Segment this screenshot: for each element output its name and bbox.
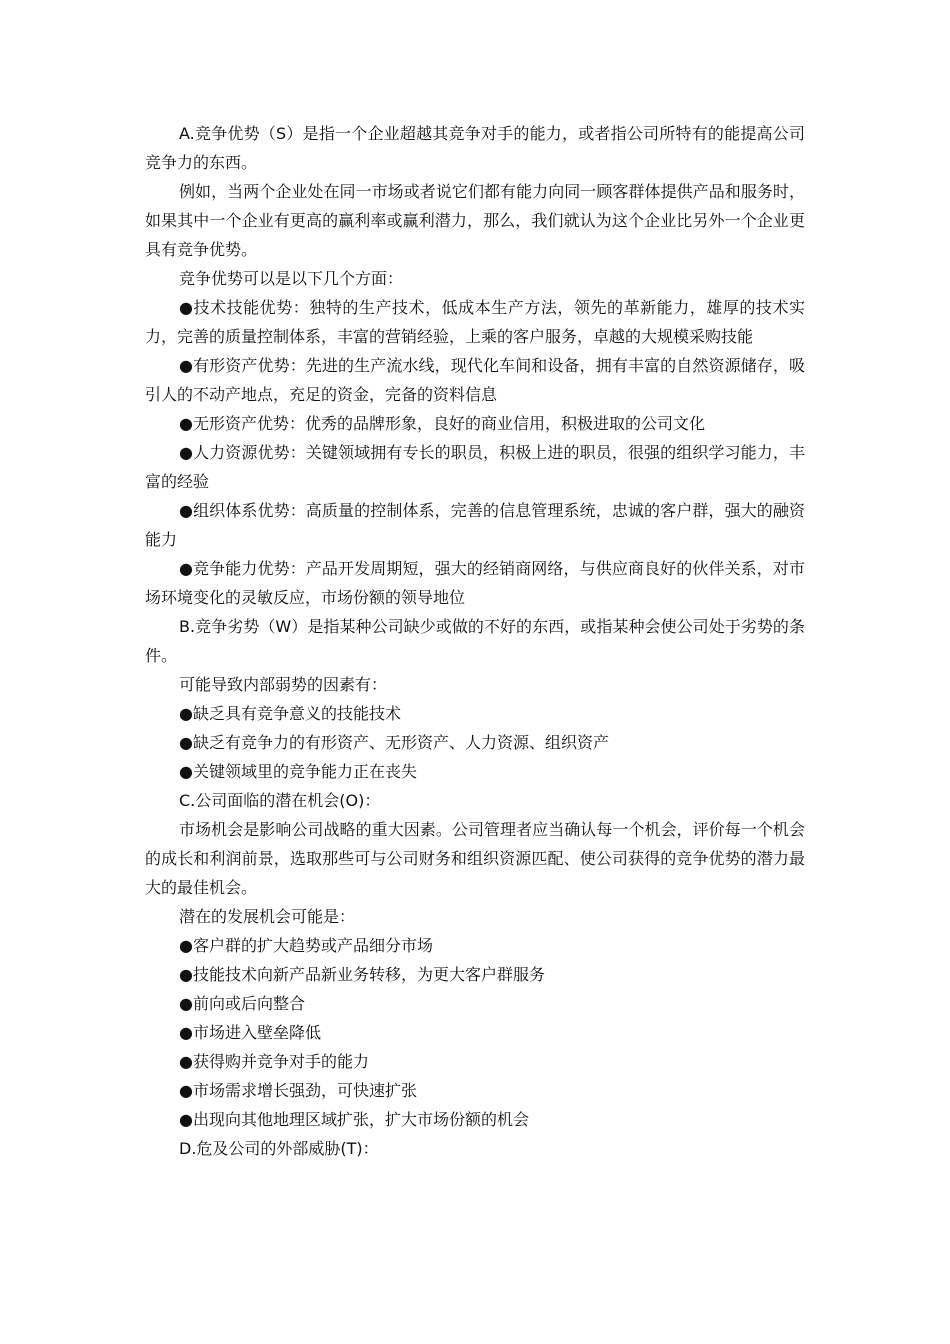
paragraph-opportunity-list-intro: 潜在的发展机会可能是： bbox=[179, 907, 356, 926]
list-item: ●有形资产优势：先进的生产流水线，现代化车间和设备，拥有丰富的自然资源储存，吸引人的不动产地点，充足的资金，完备的资料信息 bbox=[145, 356, 805, 404]
list-item: ●出现向其他地理区域扩张，扩大市场份额的机会 bbox=[179, 1110, 529, 1129]
list-item: ●前向或后向整合 bbox=[179, 994, 305, 1013]
list-item: ●技能技术向新产品新业务转移，为更大客户群服务 bbox=[179, 965, 545, 984]
document-body bbox=[145, 119, 805, 1163]
list-item: ●获得购并竞争对手的能力 bbox=[179, 1052, 369, 1071]
list-item: ●缺乏有竞争力的有形资产、无形资产、人力资源、组织资产 bbox=[179, 733, 609, 752]
list-item: ●市场需求增长强劲，可快速扩张 bbox=[179, 1081, 417, 1100]
list-item: ●市场进入壁垒降低 bbox=[179, 1023, 321, 1042]
list-item: ●关键领域里的竞争能力正在丧失 bbox=[179, 762, 417, 781]
list-item: ●技术技能优势：独特的生产技术，低成本生产方法，领先的革新能力，雄厚的技术实力，完善的质量控制体系，丰富的营销经验，上乘的客户服务，卓越的大规模采购技能 bbox=[145, 298, 805, 346]
paragraph-strength-example: 例如，当两个企业处在同一市场或者说它们都有能力向同一顾客群体提供产品和服务时，如果其中一个企业有更高的赢利率或赢利潜力，那么，我们就认为这个企业比另外一个企业更具有竞争优势。 bbox=[145, 182, 805, 259]
list-item: ●客户群的扩大趋势或产品细分市场 bbox=[179, 936, 433, 955]
paragraph-weakness-definition: B.竞争劣势（W）是指某种公司缺少或做的不好的东西，或指某种会使公司处于劣势的条件。 bbox=[145, 617, 805, 665]
list-item: ●竞争能力优势：产品开发周期短，强大的经销商网络，与供应商良好的伙伴关系，对市场环境变化的灵敏反应，市场份额的领导地位 bbox=[145, 559, 805, 607]
paragraph-opportunity-description: 市场机会是影响公司战略的重大因素。公司管理者应当确认每一个机会，评价每一个机会的成长和利润前景，选取那些可与公司财务和组织资源匹配、使公司获得的竞争优势的潜力最大的最佳机会。 bbox=[145, 820, 805, 897]
paragraph-strength-aspects-intro: 竞争优势可以是以下几个方面： bbox=[179, 269, 404, 288]
list-item: ●无形资产优势：优秀的品牌形象，良好的商业信用，积极进取的公司文化 bbox=[179, 414, 705, 433]
paragraph-opportunity-heading: C.公司面临的潜在机会(O)： bbox=[179, 791, 381, 810]
paragraph-threat-heading: D.危及公司的外部威胁(T)： bbox=[179, 1139, 379, 1158]
paragraph-strength-definition: A.竞争优势（S）是指一个企业超越其竞争对手的能力，或者指公司所特有的能提高公司竞争力的东西。 bbox=[145, 124, 805, 172]
list-item: ●组织体系优势：高质量的控制体系，完善的信息管理系统，忠诚的客户群，强大的融资能力 bbox=[145, 501, 805, 549]
list-item: ●缺乏具有竞争意义的技能技术 bbox=[179, 704, 401, 723]
list-item: ●人力资源优势：关键领域拥有专长的职员，积极上进的职员，很强的组织学习能力，丰富的经验 bbox=[145, 443, 805, 491]
paragraph-weakness-factors-intro: 可能导致内部弱势的因素有： bbox=[179, 675, 388, 694]
